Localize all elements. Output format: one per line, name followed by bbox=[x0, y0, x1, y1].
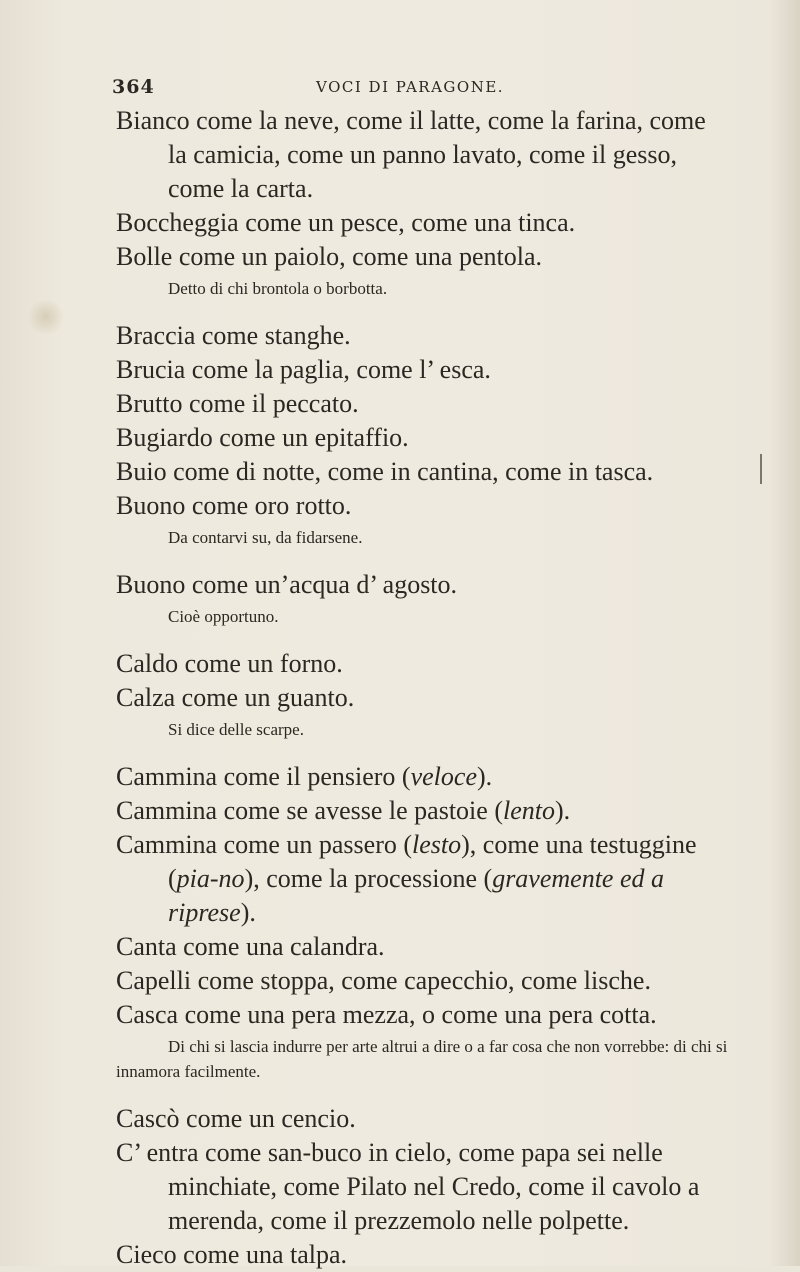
entry-brucia: Brucia come la paglia, come l’ esca. bbox=[116, 355, 491, 384]
entry-gap bbox=[116, 301, 728, 319]
entry-text: ). bbox=[476, 762, 493, 791]
entry-cieco: Cieco come una talpa. bbox=[116, 1240, 348, 1269]
entry-text: ), come una testuggine ( bbox=[168, 830, 697, 893]
entry-buono-acqua: Buono come un’acqua d’ agosto. bbox=[116, 570, 458, 599]
entry-cammina-pensiero bbox=[116, 760, 728, 794]
entry-bolle: Bolle come un paiolo, come una pentola. bbox=[116, 242, 542, 271]
page-number: 364 bbox=[112, 76, 155, 98]
entry-capelli: Capelli come stoppa, come capecchio, come lische. bbox=[116, 966, 651, 995]
paper-stain bbox=[26, 300, 66, 334]
entry-italic: lento bbox=[502, 796, 555, 825]
entry-note-calza: Si dice delle scarpe. bbox=[168, 720, 304, 739]
entry-brutto: Brutto come il peccato. bbox=[116, 389, 359, 418]
entry-braccia: Braccia come stanghe. bbox=[116, 321, 351, 350]
entry-buono-oro: Buono come oro rotto. bbox=[116, 491, 352, 520]
entry-italic: gravemente ed a riprese bbox=[168, 864, 665, 927]
entry-cammina-pastoie bbox=[116, 794, 728, 828]
margin-mark bbox=[760, 454, 762, 484]
entry-bugiardo: Bugiardo come un epitaffio. bbox=[116, 423, 409, 452]
entry-canta: Canta come una calandra. bbox=[116, 932, 385, 961]
entry-casca: Casca come una pera mezza, o come una pera cotta. bbox=[116, 1000, 657, 1029]
entry-c-entra: C’ entra come san-buco in cielo, come papa sei nelle minchiate, come Pilato nel Credo, come il cavolo a merenda, come il prezzemolo nelle polpette. bbox=[116, 1138, 700, 1235]
entry-buio: Buio come di notte, come in cantina, come in tasca. bbox=[116, 457, 654, 486]
entry-text: Cammina come un passero ( bbox=[116, 830, 413, 859]
entry-gap bbox=[116, 550, 728, 568]
entry-text: ). bbox=[240, 898, 256, 927]
entry-italic: lesto bbox=[412, 830, 462, 859]
entry-note-buono-oro: Da contarvi su, da fidarsene. bbox=[168, 528, 363, 547]
entry-list bbox=[116, 104, 728, 1272]
entry-gap bbox=[116, 629, 728, 647]
entry-text: Cammina come il pensiero ( bbox=[116, 762, 411, 791]
entry-cammina-passero bbox=[116, 828, 728, 930]
entry-italic: veloce bbox=[410, 762, 477, 791]
entry-text: ). bbox=[554, 796, 571, 825]
entry-bianco: Bianco come la neve, come il latte, come la farina, come la camicia, come un panno lavato, come il gesso, come la carta. bbox=[116, 106, 706, 203]
entry-casco: Cascò come un cencio. bbox=[116, 1104, 356, 1133]
entry-text: Cammina come se avesse le pastoie ( bbox=[116, 796, 503, 825]
entry-text: ), come la processione ( bbox=[244, 864, 493, 893]
entry-caldo: Caldo come un forno. bbox=[116, 649, 343, 678]
page-header bbox=[112, 76, 712, 100]
entry-gap bbox=[116, 742, 728, 760]
entry-note-buono-acqua: Cioè opportuno. bbox=[168, 607, 279, 626]
entry-calza: Calza come un guanto. bbox=[116, 683, 355, 712]
entry-note-bolle: Detto di chi brontola o borbotta. bbox=[168, 279, 388, 298]
entry-note-casca: Di chi si lascia indurre per arte altrui a dire o a far cosa che non vorrebbe: di chi si innamora facilmente. bbox=[116, 1037, 728, 1081]
entry-gap bbox=[116, 1084, 728, 1102]
entry-italic: pia-no bbox=[176, 864, 245, 893]
entry-boccheggia: Boccheggia come un pesce, come una tinca. bbox=[116, 208, 576, 237]
running-title: VOCI DI PARAGONE. bbox=[316, 78, 505, 96]
